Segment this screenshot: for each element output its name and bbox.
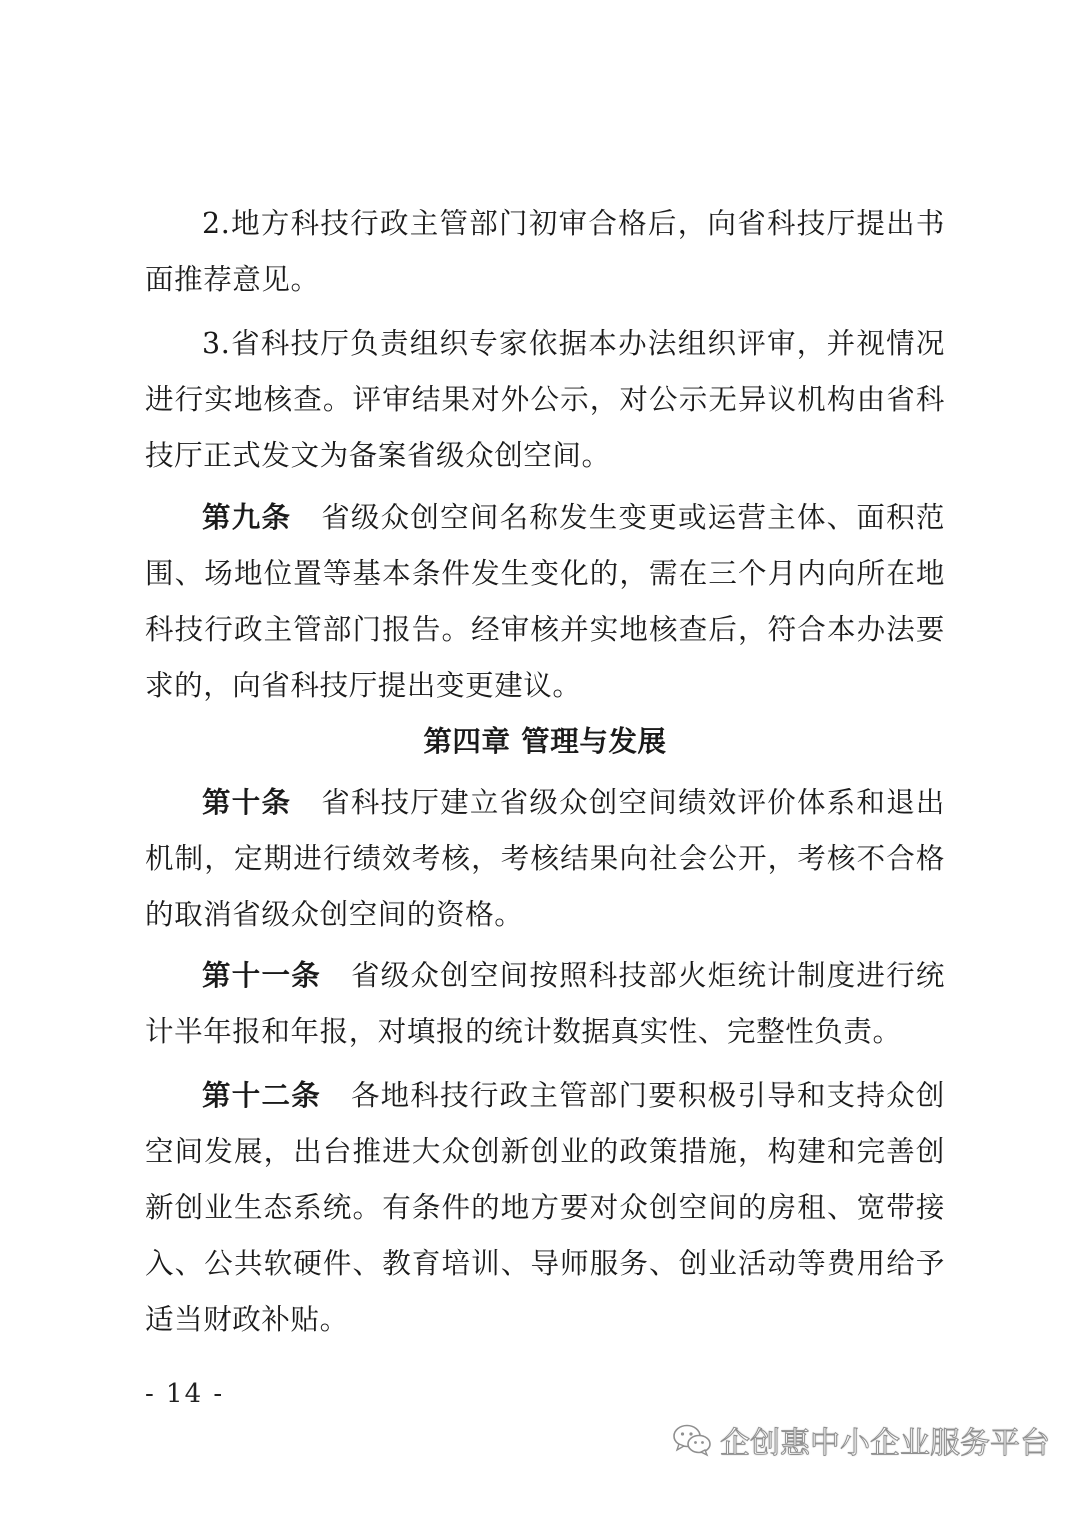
paragraph-1: [145, 196, 945, 308]
paragraph-text: 省科技厅建立省级众创空间绩效评价体系和退出机制，定期进行绩效考核，考核结果向社会公开，考核不合格的取消省级众创空间的资格。: [145, 786, 945, 931]
paragraph-text: 2.地方科技行政主管部门初审合格后，向省科技厅提出书面推荐意见。: [145, 207, 945, 296]
article-10: [145, 774, 945, 943]
chapter-heading: 第四章 管理与发展: [423, 724, 667, 758]
paragraph-text: 省级众创空间按照科技部火炬统计制度进行统计半年报和年报，对填报的统计数据真实性、完整性负责。: [145, 959, 945, 1048]
paragraph-text: 3.省科技厅负责组织专家依据本办法组织评审，并视情况进行实地核查。评审结果对外公示，对公示无异议机构由省科技厅正式发文为备案省级众创空间。: [145, 327, 945, 472]
watermark-text: 企创惠中小企业服务平台: [720, 1426, 1050, 1461]
page-number: - 14 -: [145, 1379, 225, 1409]
paragraph-2: [145, 316, 945, 484]
watermark: [672, 1418, 1050, 1462]
paragraph-text: 各地科技行政主管部门要积极引导和支持众创空间发展，出台推进大众创新创业的政策措施，构建和完善创新创业生态系统。有条件的地方要对众创空间的房租、宽带接入、公共软硬件、教育培训、导师服务、创业活动等费用给予适当财政补贴。: [145, 1079, 945, 1336]
article-number: 第十一条: [202, 958, 321, 992]
article-11: [145, 947, 945, 1060]
article-number: 第十条: [202, 785, 292, 819]
article-12: [145, 1067, 945, 1348]
wechat-icon: [672, 1423, 712, 1457]
article-number: 第九条: [202, 500, 292, 534]
paragraph-text: 省级众创空间名称发生变更或运营主体、面积范围、场地位置等基本条件发生变化的，需在三个月内向所在地科技行政主管部门报告。经审核并实地核查后，符合本办法要求的，向省科技厅提出变更建议。: [145, 501, 945, 702]
article-9: [145, 489, 945, 714]
article-number: 第十二条: [202, 1078, 321, 1112]
